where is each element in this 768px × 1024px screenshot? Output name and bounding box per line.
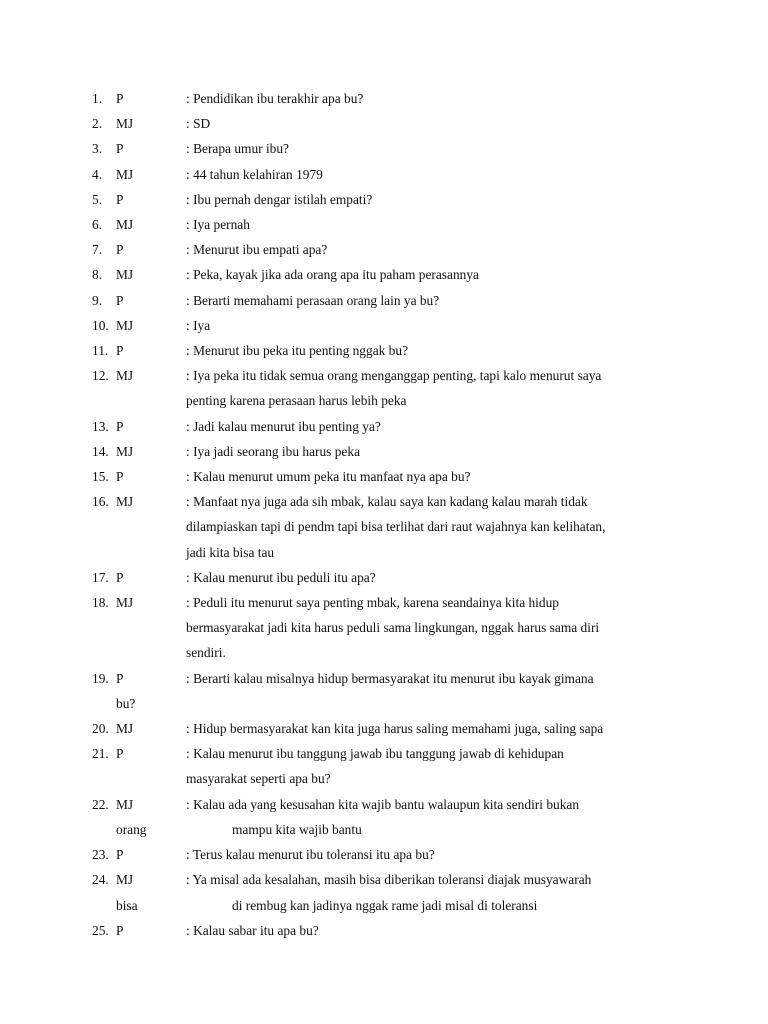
speaker-label: P — [116, 847, 124, 863]
transcript-row — [92, 136, 674, 161]
speaker-label: MJ — [116, 116, 134, 132]
transcript-row — [92, 741, 674, 791]
line-number: 19. — [92, 670, 109, 686]
speaker-label: P — [116, 91, 124, 106]
line-number: 16. — [92, 494, 109, 510]
transcript-row — [92, 439, 674, 464]
transcript-row — [92, 590, 674, 666]
utterance-text: : Peduli itu menurut saya penting mbak, karena seandainya kita hidup — [186, 595, 559, 611]
utterance-text: : Menurut ibu empati apa? — [186, 242, 328, 258]
utterance-text: : Ibu pernah dengar istilah empati? — [186, 191, 373, 207]
line-number: 7. — [92, 242, 103, 258]
line-number: 4. — [92, 166, 103, 182]
speaker-label: P — [116, 670, 124, 686]
speaker-label: P — [116, 569, 124, 585]
line-number: 14. — [92, 443, 109, 459]
line-number: 21. — [92, 746, 109, 762]
utterance-continuation: jadi kita bisa tau — [186, 544, 275, 560]
transcript-row — [92, 363, 674, 413]
interview-transcript — [92, 86, 674, 943]
speaker-label: P — [116, 746, 124, 762]
speaker-label: MJ — [116, 217, 134, 233]
transcript-row — [92, 313, 674, 338]
speaker-label: P — [116, 469, 124, 485]
transcript-row — [92, 288, 674, 313]
transcript-row — [92, 338, 674, 363]
transcript-row — [92, 716, 674, 741]
line-number: 25. — [92, 922, 109, 938]
wrapped-word: bu? — [116, 695, 136, 711]
line-number: 15. — [92, 469, 109, 485]
speaker-label: P — [116, 191, 124, 207]
utterance-continuation: bermasyarakat jadi kita harus peduli sama lingkungan, nggak harus sama diri — [186, 620, 600, 636]
speaker-label: MJ — [116, 443, 134, 459]
transcript-row — [92, 212, 674, 237]
utterance-text: : Kalau menurut ibu peduli itu apa? — [186, 569, 376, 585]
line-number: 17. — [92, 569, 109, 585]
line-number: 10. — [92, 317, 109, 333]
speaker-label: MJ — [116, 872, 134, 888]
transcript-row — [92, 162, 674, 187]
speaker-label: P — [116, 141, 124, 157]
speaker-label: P — [116, 922, 124, 938]
utterance-text: : Berapa umur ibu? — [186, 141, 289, 157]
utterance-text: : Menurut ibu peka itu penting nggak bu? — [186, 343, 409, 359]
utterance-continuation: di rembug kan jadinya nggak rame jadi misal di toleransi — [232, 897, 538, 913]
utterance-text: : Hidup bermasyarakat kan kita juga harus saling memahami juga, saling sapa — [186, 721, 604, 737]
utterance-text: : Manfaat nya juga ada sih mbak, kalau saya kan kadang kalau marah tidak — [186, 494, 588, 510]
transcript-row — [92, 489, 674, 565]
line-number: 8. — [92, 267, 103, 283]
transcript-row — [92, 262, 674, 287]
speaker-label: MJ — [116, 368, 134, 384]
line-number: 12. — [92, 368, 109, 384]
speaker-label: P — [116, 418, 124, 434]
transcript-row — [92, 842, 674, 867]
line-number: 18. — [92, 595, 109, 611]
speaker-label: MJ — [116, 721, 134, 737]
utterance-text: : Kalau sabar itu apa bu? — [186, 922, 319, 938]
utterance-text: : Iya jadi seorang ibu harus peka — [186, 443, 361, 459]
utterance-text: : SD — [186, 116, 211, 132]
transcript-row — [92, 237, 674, 262]
speaker-label: P — [116, 343, 124, 359]
line-number: 2. — [92, 116, 103, 132]
utterance-continuation: sendiri. — [186, 645, 226, 661]
utterance-text: : Berarti kalau misalnya hidup bermasyarakat itu menurut ibu kayak gimana — [186, 670, 594, 686]
transcript-row — [92, 464, 674, 489]
wrapped-word: orang — [116, 821, 147, 837]
utterance-text: : Kalau menurut ibu tanggung jawab ibu tanggung jawab di kehidupan — [186, 746, 564, 762]
utterance-text: : Peka, kayak jika ada orang apa itu paham perasannya — [186, 267, 479, 283]
speaker-label: P — [116, 292, 124, 308]
speaker-label: MJ — [116, 267, 134, 283]
line-number: 1. — [92, 91, 103, 106]
utterance-text: : Iya — [186, 317, 211, 333]
transcript-row — [92, 111, 674, 136]
transcript-row — [92, 86, 674, 111]
transcript-row — [92, 666, 674, 716]
line-number: 13. — [92, 418, 109, 434]
line-number: 9. — [92, 292, 103, 308]
utterance-continuation: masyarakat seperti apa bu? — [186, 771, 331, 787]
utterance-text: : Jadi kalau menurut ibu penting ya? — [186, 418, 381, 434]
transcript-row — [92, 792, 674, 842]
line-number: 22. — [92, 796, 109, 812]
line-number: 11. — [92, 343, 109, 359]
line-number: 20. — [92, 721, 109, 737]
utterance-text: : Iya peka itu tidak semua orang menganggap penting, tapi kalo menurut saya — [186, 368, 602, 384]
transcript-row — [92, 187, 674, 212]
utterance-continuation: dilampiaskan tapi di pendm tapi bisa terlihat dari raut wajahnya kan kelihatan, — [186, 519, 606, 535]
utterance-continuation: mampu kita wajib bantu — [232, 821, 362, 837]
speaker-label: MJ — [116, 166, 134, 182]
transcript-row — [92, 565, 674, 590]
wrapped-word: bisa — [116, 897, 138, 913]
utterance-text: : Terus kalau menurut ibu toleransi itu apa bu? — [186, 847, 435, 863]
utterance-text: : Ya misal ada kesalahan, masih bisa diberikan toleransi diajak musyawarah — [186, 872, 592, 888]
speaker-label: MJ — [116, 494, 134, 510]
transcript-row — [92, 918, 674, 943]
line-number: 6. — [92, 217, 103, 233]
utterance-continuation: penting karena perasaan harus lebih peka — [186, 393, 407, 409]
utterance-text: : Kalau menurut umum peka itu manfaat nya apa bu? — [186, 469, 471, 485]
speaker-label: P — [116, 242, 124, 258]
line-number: 23. — [92, 847, 109, 863]
utterance-text: : Iya pernah — [186, 217, 250, 233]
utterance-text: : Kalau ada yang kesusahan kita wajib bantu walaupun kita sendiri bukan — [186, 796, 580, 812]
transcript-row — [92, 414, 674, 439]
speaker-label: MJ — [116, 595, 134, 611]
speaker-label: MJ — [116, 317, 134, 333]
line-number: 3. — [92, 141, 103, 157]
utterance-text: : Berarti memahami perasaan orang lain ya bu? — [186, 292, 440, 308]
utterance-text: : Pendidikan ibu terakhir apa bu? — [186, 91, 364, 106]
transcript-row — [92, 867, 674, 917]
speaker-label: MJ — [116, 796, 134, 812]
line-number: 24. — [92, 872, 109, 888]
utterance-text: : 44 tahun kelahiran 1979 — [186, 166, 323, 182]
line-number: 5. — [92, 191, 103, 207]
